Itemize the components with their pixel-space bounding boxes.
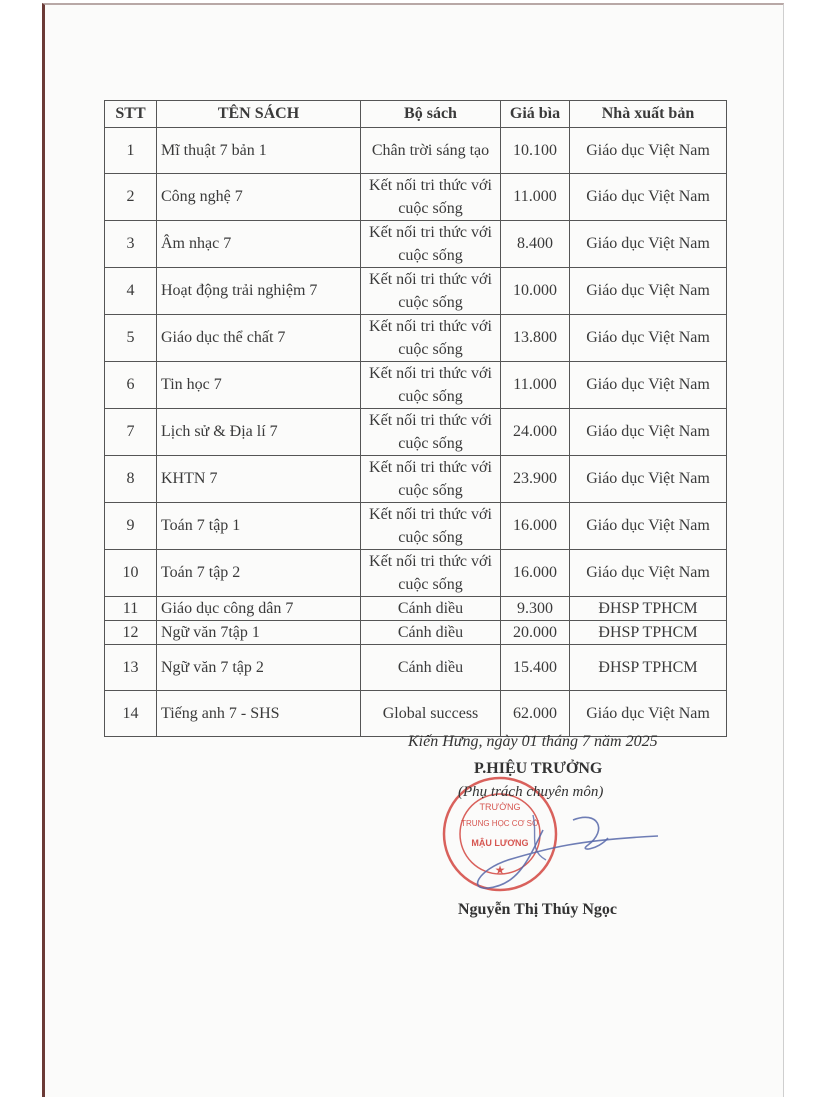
cell-stt: 1 <box>105 128 157 174</box>
cell-book-set: Kết nối tri thức với cuộc sống <box>361 268 501 315</box>
cell-stt: 11 <box>105 597 157 621</box>
signer-title: P.HIỆU TRƯỞNG <box>474 760 603 777</box>
cell-stt: 12 <box>105 621 157 645</box>
cell-book-set: Cánh diều <box>361 621 501 645</box>
cell-book-name: Tin học 7 <box>157 362 361 409</box>
svg-text:TRUNG HỌC CƠ SỞ: TRUNG HỌC CƠ SỞ <box>461 819 539 828</box>
table-row <box>105 409 727 456</box>
cell-book-set: Kết nối tri thức với cuộc sống <box>361 174 501 221</box>
cell-book-name: Công nghệ 7 <box>157 174 361 221</box>
cell-book-set: Kết nối tri thức với cuộc sống <box>361 221 501 268</box>
table-row <box>105 362 727 409</box>
signer-name: Nguyễn Thị Thúy Ngọc <box>458 901 618 918</box>
cell-price: 16.000 <box>501 503 570 550</box>
cell-publisher: ĐHSP TPHCM <box>570 621 727 645</box>
svg-text:★: ★ <box>494 863 506 877</box>
cell-stt: 10 <box>105 550 157 597</box>
book-price-table <box>104 100 727 737</box>
cell-stt: 14 <box>105 691 157 737</box>
table-row <box>105 174 727 221</box>
cell-stt: 6 <box>105 362 157 409</box>
cell-publisher: Giáo dục Việt Nam <box>570 691 727 737</box>
cell-price: 10.000 <box>501 268 570 315</box>
place-and-date: Kiến Hưng, ngày 01 tháng 7 năm 2025 <box>408 733 658 750</box>
cell-price: 13.800 <box>501 315 570 362</box>
cell-publisher: Giáo dục Việt Nam <box>570 456 727 503</box>
cell-publisher: Giáo dục Việt Nam <box>570 362 727 409</box>
cell-book-set: Global success <box>361 691 501 737</box>
table-row <box>105 691 727 737</box>
handwritten-signature <box>458 800 668 895</box>
cell-price: 20.000 <box>501 621 570 645</box>
cell-publisher: Giáo dục Việt Nam <box>570 550 727 597</box>
cell-publisher: Giáo dục Việt Nam <box>570 315 727 362</box>
cell-book-set: Kết nối tri thức với cuộc sống <box>361 409 501 456</box>
cell-publisher: Giáo dục Việt Nam <box>570 174 727 221</box>
cell-book-name: Hoạt động trải nghiệm 7 <box>157 268 361 315</box>
header-book-name: TÊN SÁCH <box>157 101 361 128</box>
cell-stt: 8 <box>105 456 157 503</box>
cell-book-set: Kết nối tri thức với cuộc sống <box>361 456 501 503</box>
cell-publisher: Giáo dục Việt Nam <box>570 409 727 456</box>
cell-book-set: Kết nối tri thức với cuộc sống <box>361 362 501 409</box>
table-row <box>105 621 727 645</box>
cell-publisher: Giáo dục Việt Nam <box>570 221 727 268</box>
cell-price: 8.400 <box>501 221 570 268</box>
cell-stt: 7 <box>105 409 157 456</box>
table-row <box>105 503 727 550</box>
cell-book-name: Âm nhạc 7 <box>157 221 361 268</box>
cell-book-set: Cánh diều <box>361 645 501 691</box>
header-stt: STT <box>105 101 157 128</box>
table-row <box>105 268 727 315</box>
cell-stt: 13 <box>105 645 157 691</box>
table-row <box>105 221 727 268</box>
header-publisher: Nhà xuất bản <box>570 101 727 128</box>
table-header-row <box>105 101 727 128</box>
cell-publisher: ĐHSP TPHCM <box>570 597 727 621</box>
cell-publisher: Giáo dục Việt Nam <box>570 268 727 315</box>
cell-publisher: Giáo dục Việt Nam <box>570 128 727 174</box>
cell-price: 15.400 <box>501 645 570 691</box>
cell-book-name: Ngữ văn 7tập 1 <box>157 621 361 645</box>
cell-book-name: Toán 7 tập 2 <box>157 550 361 597</box>
table-row <box>105 315 727 362</box>
cell-price: 11.000 <box>501 362 570 409</box>
cell-stt: 2 <box>105 174 157 221</box>
cell-price: 11.000 <box>501 174 570 221</box>
cell-book-name: Lịch sử & Địa lí 7 <box>157 409 361 456</box>
cell-price: 23.900 <box>501 456 570 503</box>
cell-book-name: Giáo dục thể chất 7 <box>157 315 361 362</box>
table-row <box>105 597 727 621</box>
cell-book-name: Toán 7 tập 1 <box>157 503 361 550</box>
cell-stt: 4 <box>105 268 157 315</box>
cell-price: 62.000 <box>501 691 570 737</box>
table-row <box>105 128 727 174</box>
cell-book-name: Giáo dục công dân 7 <box>157 597 361 621</box>
table-row <box>105 456 727 503</box>
cell-price: 16.000 <box>501 550 570 597</box>
cell-price: 24.000 <box>501 409 570 456</box>
cell-book-set: Cánh diều <box>361 597 501 621</box>
cell-price: 9.300 <box>501 597 570 621</box>
table-row <box>105 645 727 691</box>
cell-stt: 9 <box>105 503 157 550</box>
svg-text:TRƯỜNG: TRƯỜNG <box>479 802 521 812</box>
cell-book-name: Ngữ văn 7 tập 2 <box>157 645 361 691</box>
cell-price: 10.100 <box>501 128 570 174</box>
cell-book-set: Chân trời sáng tạo <box>361 128 501 174</box>
cell-stt: 5 <box>105 315 157 362</box>
cell-book-set: Kết nối tri thức với cuộc sống <box>361 503 501 550</box>
table-row <box>105 550 727 597</box>
svg-text:MẬU LƯƠNG: MẬU LƯƠNG <box>471 838 529 848</box>
cell-publisher: ĐHSP TPHCM <box>570 645 727 691</box>
cell-book-name: Mĩ thuật 7 bản 1 <box>157 128 361 174</box>
cell-stt: 3 <box>105 221 157 268</box>
cell-publisher: Giáo dục Việt Nam <box>570 503 727 550</box>
header-book-set: Bộ sách <box>361 101 501 128</box>
signer-subtitle: (Phụ trách chuyên môn) <box>458 784 604 800</box>
cell-book-name: Tiếng anh 7 - SHS <box>157 691 361 737</box>
cell-book-set: Kết nối tri thức với cuộc sống <box>361 315 501 362</box>
header-price: Giá bìa <box>501 101 570 128</box>
cell-book-set: Kết nối tri thức với cuộc sống <box>361 550 501 597</box>
cell-book-name: KHTN 7 <box>157 456 361 503</box>
